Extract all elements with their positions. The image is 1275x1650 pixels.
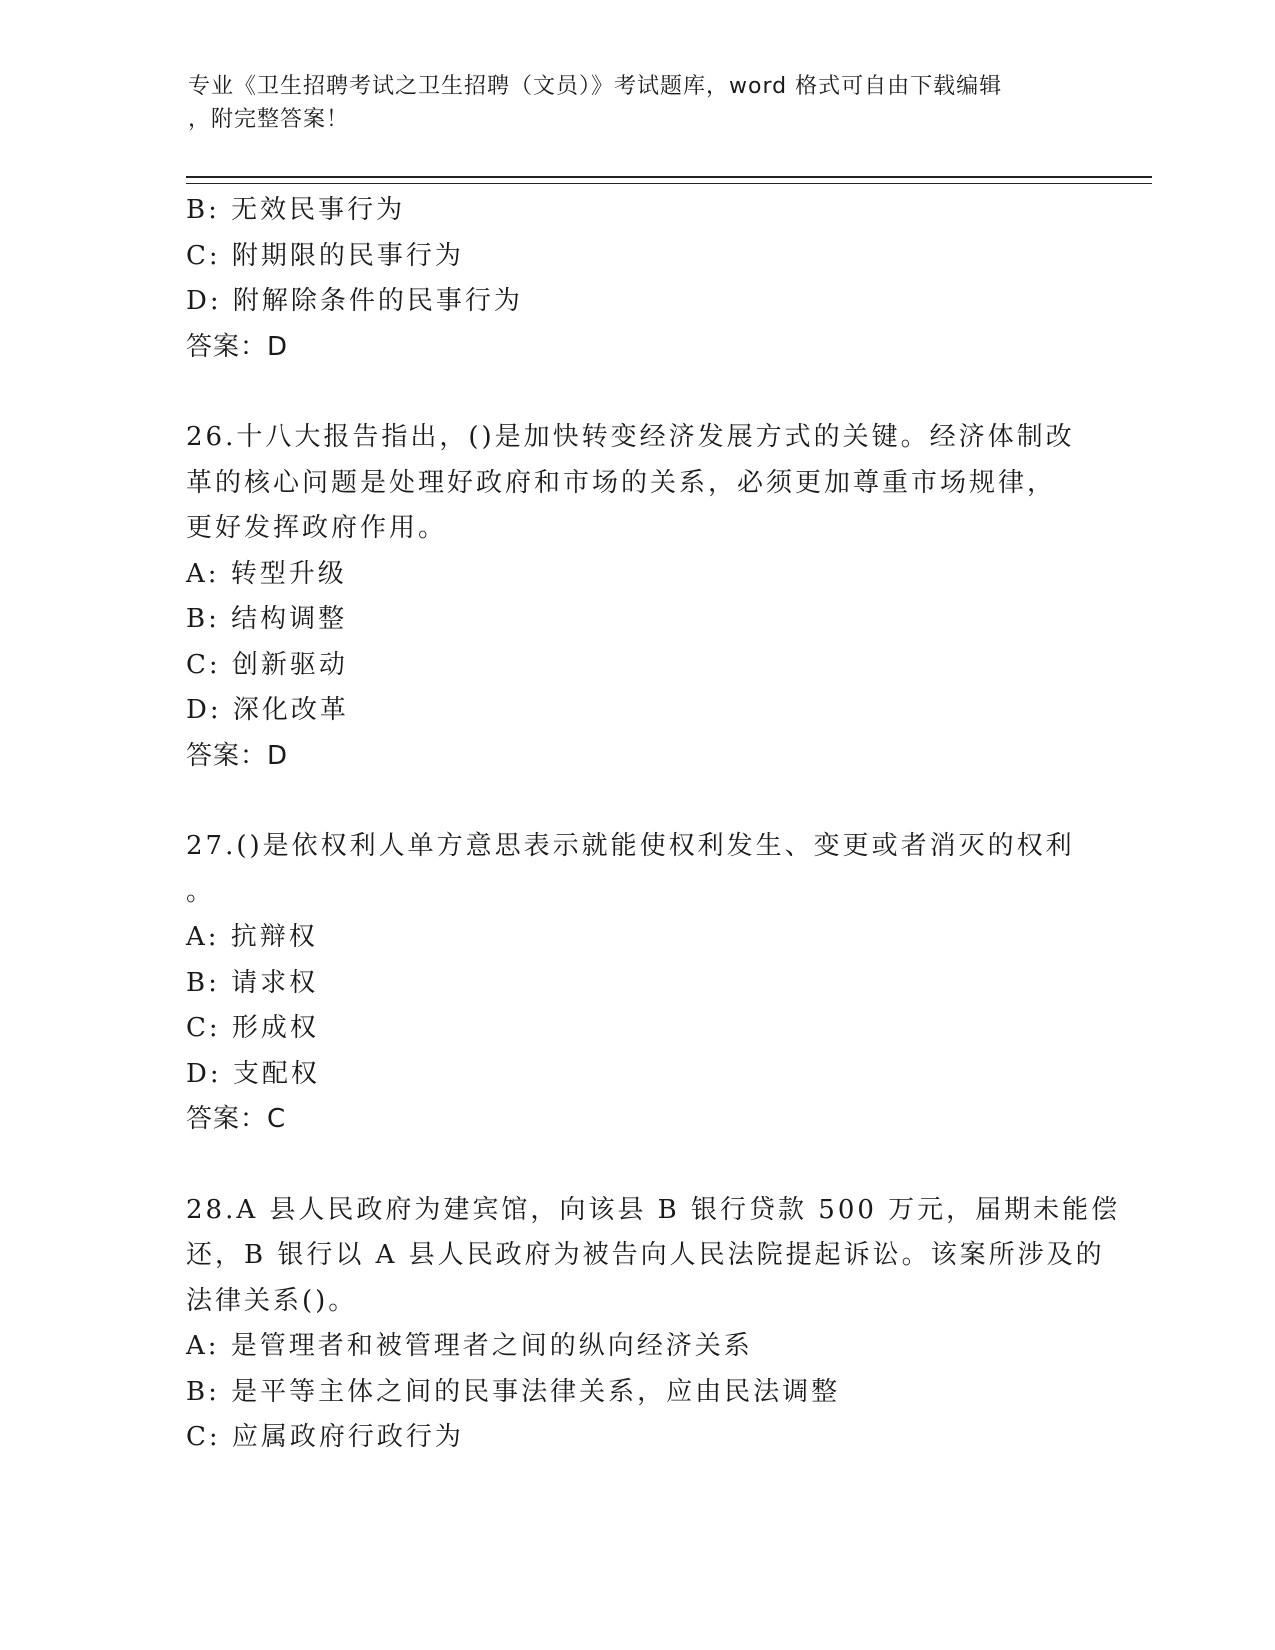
q26-option-a: A: 转型升级 (186, 558, 347, 589)
q28-stem-line-1: 28.A 县人民政府为建宾馆，向该县 B 银行贷款 500 万元，届期未能偿 (186, 1194, 1121, 1225)
q27-answer: 答案：C (186, 1104, 287, 1134)
header-divider (186, 176, 1152, 184)
q25-option-c: C: 附期限的民事行为 (186, 240, 464, 271)
q25-option-b: B: 无效民事行为 (186, 195, 406, 225)
q26-stem-line-3: 更好发挥政府作用。 (186, 513, 448, 543)
q27-stem-line-1: 27.()是依权利人单方意思表示就能使权利发生、变更或者消灭的权利 (186, 831, 1075, 861)
q28-stem-line-2: 还，B 银行以 A 县人民政府为被告向人民法院提起诉讼。该案所涉及的 (186, 1240, 1105, 1270)
q26-option-b: B: 结构调整 (186, 604, 348, 634)
q27-option-d: D: 支配权 (186, 1058, 320, 1089)
q28-option-c: C: 应属政府行政行为 (186, 1422, 464, 1452)
spacer (186, 1143, 1086, 1188)
spacer (186, 779, 1086, 824)
spacer (186, 370, 1086, 415)
q26-stem-line-1: 26.十八大报告指出，()是加快转变经济发展方式的关键。经济体制改 (186, 422, 1075, 452)
q27-option-c: C: 形成权 (186, 1013, 319, 1043)
q26-answer: 答案：D (186, 740, 289, 771)
page-header (188, 70, 1068, 136)
q26-stem-line-2: 革的核心问题是处理好政府和市场的关系，必须更加尊重市场规律， (186, 467, 1057, 498)
q26-option-d: D: 深化改革 (186, 695, 349, 725)
q25-answer: 答案：D (186, 331, 289, 362)
q27-option-a: A: 抗辩权 (186, 922, 318, 952)
q28-option-a: A: 是管理者和被管理者之间的纵向经济关系 (186, 1331, 753, 1361)
header-line-2: ，附完整答案！ (188, 107, 350, 132)
question-list (186, 188, 1121, 1461)
q25-option-d: D: 附解除条件的民事行为 (186, 286, 523, 316)
q26-option-c: C: 创新驱动 (186, 649, 348, 680)
q28-stem-line-3: 法律关系()。 (186, 1285, 358, 1316)
q28-option-b: B: 是平等主体之间的民事法律关系，应由民法调整 (186, 1376, 841, 1407)
q27-stem-line-2: 。 (186, 876, 216, 907)
header-line-1: 专业《卫生招聘考试之卫生招聘（文员）》考试题库，word 格式可自由下载编辑 (188, 74, 1003, 99)
q27-option-b: B: 请求权 (186, 967, 319, 998)
